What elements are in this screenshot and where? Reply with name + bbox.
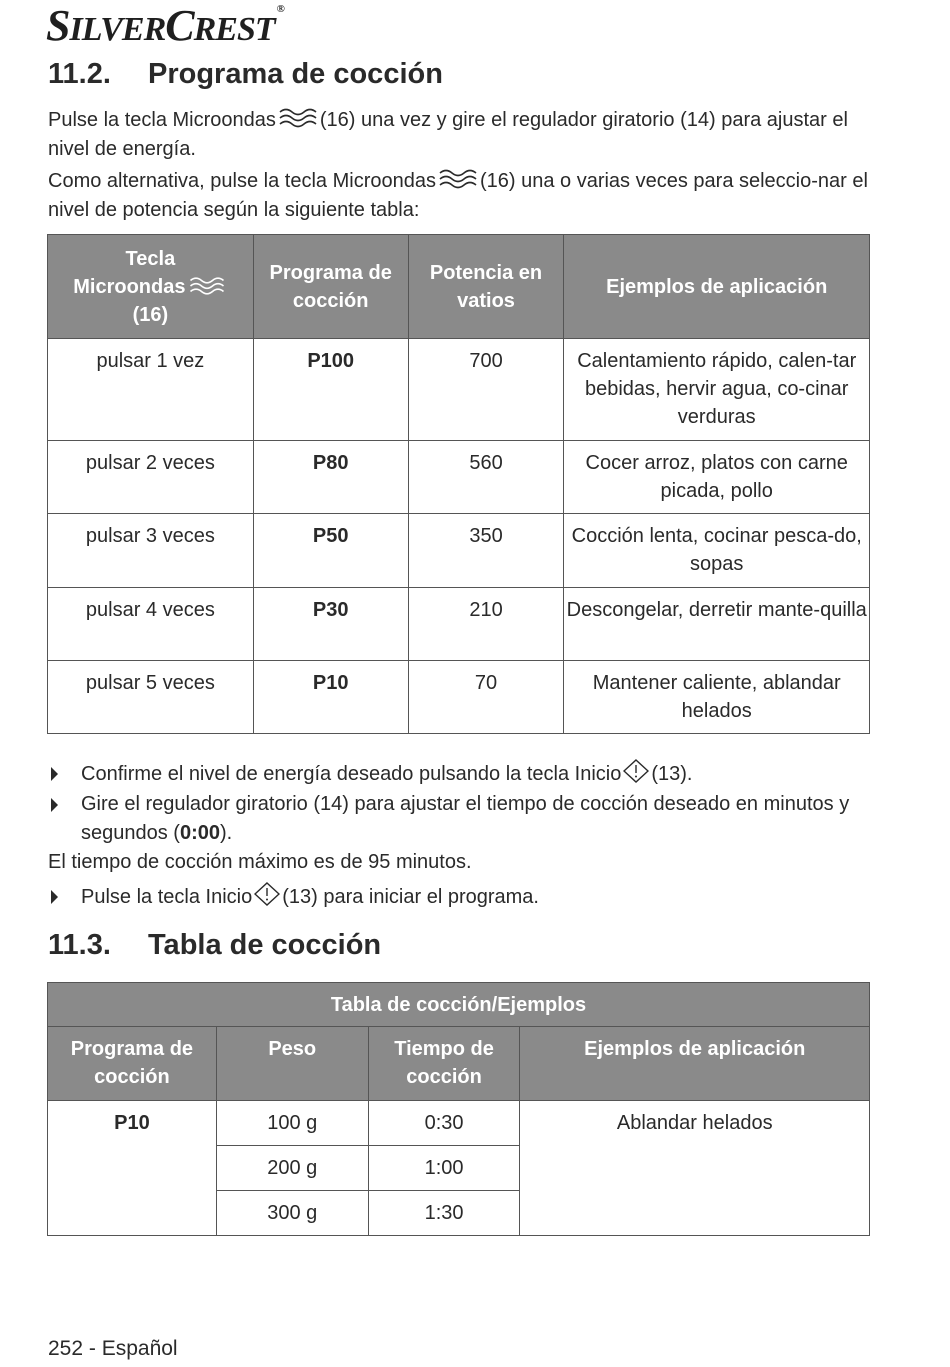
program-cell: P10 <box>253 661 408 734</box>
program-cell: P30 <box>253 588 408 661</box>
weight-cell: 300 g <box>216 1191 368 1236</box>
example-cell: Ablandar helados <box>520 1101 870 1236</box>
start-diamond-icon <box>623 759 649 783</box>
program-cell: P100 <box>253 339 408 441</box>
watts-cell: 350 <box>408 514 564 588</box>
table-row <box>48 588 870 661</box>
table-header-row <box>48 235 870 339</box>
header-power: Potencia en vatios <box>408 235 564 339</box>
table-row <box>48 441 870 514</box>
weight-cell: 200 g <box>216 1146 368 1191</box>
step-start: Pulse la tecla Inicio (13) para iniciar el programa. <box>48 882 878 912</box>
key-cell: pulsar 5 veces <box>48 661 254 734</box>
example-cell: Mantener caliente, ablandar helados <box>564 661 870 734</box>
header-examples: Ejemplos de aplicación <box>564 235 870 339</box>
table-caption: Tabla de cocción/Ejemplos <box>48 983 870 1027</box>
triangle-bullet-icon <box>51 798 58 812</box>
example-cell: Descongelar, derretir mante-quilla <box>564 588 870 661</box>
max-time-note: El tiempo de cocción máximo es de 95 minutos. <box>48 851 472 873</box>
section-heading-11-3: 11.3. Tabla de cocción <box>48 929 382 961</box>
microwave-wave-icon <box>438 167 478 191</box>
triangle-bullet-icon <box>51 890 58 904</box>
page-footer: 252 - Español <box>48 1337 178 1360</box>
intro-paragraph-1: Pulse la tecla Microondas (16) una vez y gire el regulador giratorio (14) para ajustar el nivel de energía. <box>48 106 878 164</box>
key-cell: pulsar 2 veces <box>48 441 254 514</box>
power-level-table <box>47 234 870 734</box>
program-cell: P50 <box>253 514 408 588</box>
table-header-row <box>48 1027 870 1101</box>
table-caption-row <box>48 983 870 1027</box>
weight-cell: 100 g <box>216 1101 368 1146</box>
example-cell: Cocción lenta, cocinar pesca-do, sopas <box>564 514 870 588</box>
key-cell: pulsar 1 vez <box>48 339 254 441</box>
example-cell: Cocer arroz, platos con carne picada, pollo <box>564 441 870 514</box>
section-heading-11-2: 11.2. Programa de cocción <box>48 58 443 90</box>
program-cell: P10 <box>48 1101 217 1236</box>
program-cell: P80 <box>253 441 408 514</box>
table-row <box>48 1101 870 1146</box>
triangle-bullet-icon <box>51 767 58 781</box>
microwave-wave-icon <box>188 275 226 297</box>
header-examples: Ejemplos de aplicación <box>520 1027 870 1101</box>
cooking-table <box>47 982 870 1236</box>
time-cell: 0:30 <box>368 1101 520 1146</box>
header-weight: Peso <box>216 1027 368 1101</box>
watts-cell: 700 <box>408 339 564 441</box>
header-program: Programa de cocción <box>253 235 408 339</box>
watts-cell: 70 <box>408 661 564 734</box>
step-confirm: Confirme el nivel de energía deseado pulsando la tecla Inicio (13). <box>48 759 878 789</box>
time-cell: 1:30 <box>368 1191 520 1236</box>
watts-cell: 560 <box>408 441 564 514</box>
microwave-wave-icon <box>278 106 318 130</box>
start-diamond-icon <box>254 882 280 906</box>
key-cell: pulsar 4 veces <box>48 588 254 661</box>
table-row <box>48 661 870 734</box>
step-set-time: Gire el regulador giratorio (14) para ajustar el tiempo de cocción deseado en minutos y segundos (0:00). <box>48 790 878 848</box>
header-microwave-key: Tecla Microondas (16) <box>48 235 254 339</box>
table-row <box>48 339 870 441</box>
intro-paragraph-2: Como alternativa, pulse la tecla Microondas (16) una o varias veces para seleccio-nar el nivel de potencia según la siguiente tabla: <box>48 167 878 225</box>
time-cell: 1:00 <box>368 1146 520 1191</box>
silvercrest-logo: SILVERCREST® <box>46 1 284 50</box>
header-program: Programa de cocción <box>48 1027 217 1101</box>
example-cell: Calentamiento rápido, calen-tar bebidas, hervir agua, co-cinar verduras <box>564 339 870 441</box>
watts-cell: 210 <box>408 588 564 661</box>
key-cell: pulsar 3 veces <box>48 514 254 588</box>
table-row <box>48 514 870 588</box>
header-time: Tiempo de cocción <box>368 1027 520 1101</box>
